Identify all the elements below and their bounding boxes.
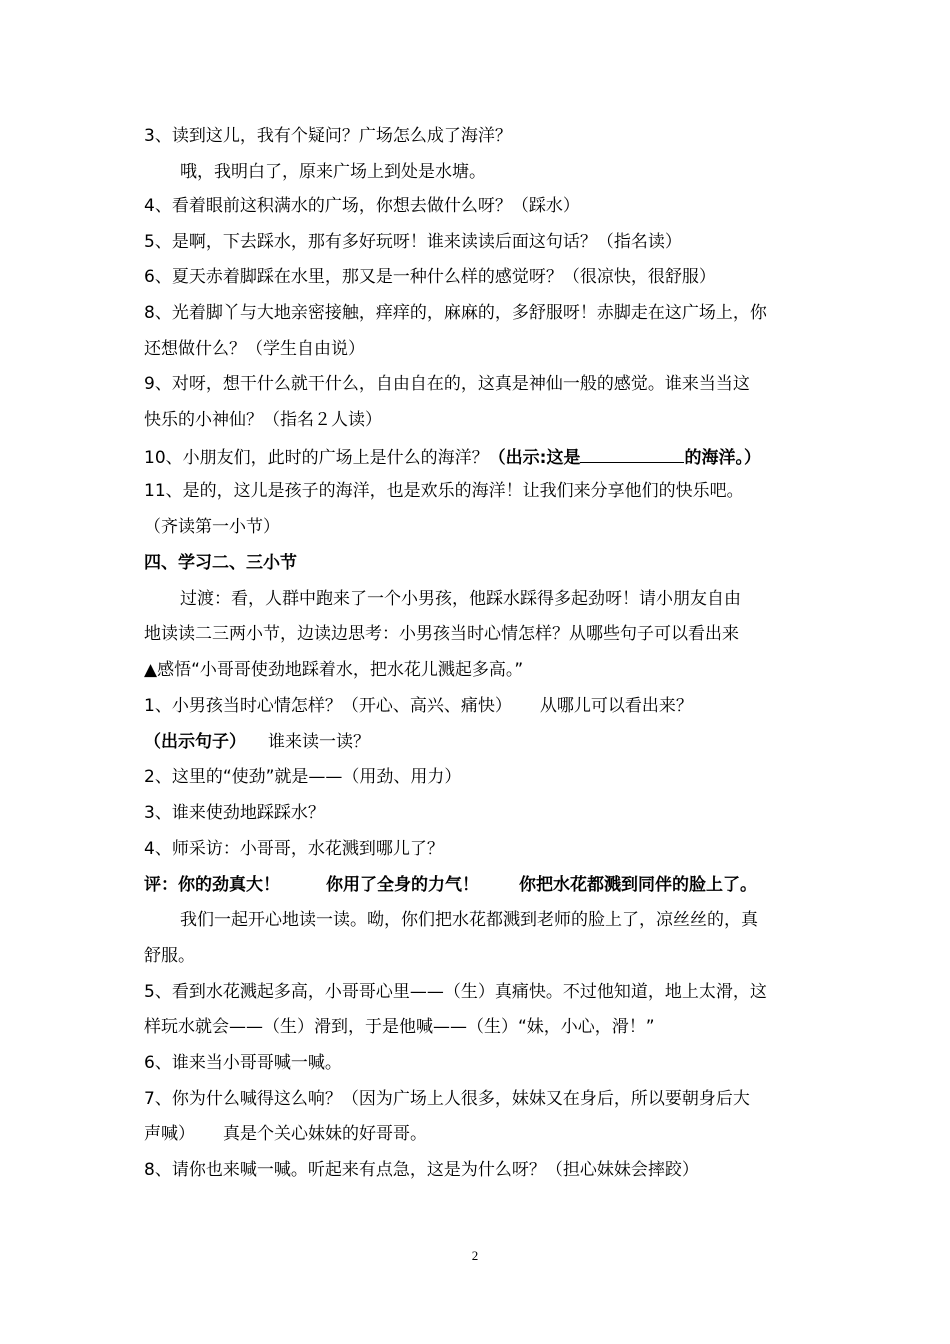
comment-line [144,873,814,897]
question-2: 2、这里的“使劲”就是——（用劲、用力） [144,767,462,787]
paragraph-line: 哦，我明白了，原来广场上到处是水塘。 [180,162,486,182]
paragraph-line: 4、看着眼前这积满水的广场，你想去做什么呀？（踩水） [144,196,580,216]
question-7-text: 声喊） [144,1124,195,1144]
paragraph-line: 5、是啊，下去踩水，那有多好玩呀！谁来读读后面这句话？（指名读） [144,232,682,252]
line-10-text: 10、小朋友们，此时的广场上是什么的海洋？ [144,448,489,468]
comment-3: 你把水花都溅到同伴的脸上了。 [519,875,757,895]
question-7-cont [144,1122,814,1146]
question-5-cont: 样玩水就会——（生）滑到，于是他喊——（生）“妹，小心，滑！” [144,1017,655,1037]
question-8: 8、请你也来喊一喊。听起来有点急，这是为什么呀？（担心妹妹会摔跤） [144,1160,699,1180]
question-1-follow: 从哪儿可以看出来？ [539,696,693,716]
paragraph-line: 快乐的小神仙？（指名２人读） [144,410,382,430]
paragraph-line: 过渡：看，人群中跑来了一个小男孩，他踩水踩得多起劲呀！请小朋友自由 [180,589,741,609]
show-sentence-label: （出示句子） [144,732,246,752]
question-3: 3、谁来使劲地踩踩水？ [144,803,325,823]
question-6: 6、谁来当小哥哥喊一喊。 [144,1053,342,1073]
paragraph-line: 地读读二三两小节，边读边思考：小男孩当时心情怎样？从哪些句子可以看出来 [144,624,739,644]
question-5: 5、看到水花溅起多高，小哥哥心里——（生）真痛快。不过他知道，地上太滑，这 [144,982,767,1002]
page-number: 2 [471,1248,479,1263]
paragraph-line: 11、是的，这儿是孩子的海洋，也是欢乐的海洋！让我们来分享他们的快乐吧。 [144,481,744,501]
paragraph-line-10 [144,444,814,470]
show-sentence-text: 谁来读一读？ [268,732,370,752]
question-4: 4、师采访：小哥哥，水花溅到哪儿了？ [144,839,444,859]
line-10-show-suffix: 的海洋。） [684,448,761,468]
question-1 [144,694,814,718]
show-sentence-line [144,730,814,754]
paragraph-line: 还想做什么？（学生自由说） [144,339,365,359]
comment-2: 你用了全身的力气！ [326,875,479,895]
paragraph-line: （齐读第一小节） [144,517,280,537]
question-7-follow: 真是个关心妹妹的好哥哥。 [223,1124,427,1144]
line-10-show-prefix: （出示:这是 [488,448,581,468]
paragraph-line: 9、对呀，想干什么就干什么，自由自在的，这真是神仙一般的感觉。谁来当当这 [144,374,750,394]
paragraph-line: 6、夏天赤着脚踩在水里，那又是一种什么样的感觉呀？（很凉快，很舒服） [144,267,716,287]
question-1-text: 1、小男孩当时心情怎样？（开心、高兴、痛快） [144,696,512,716]
paragraph-line: 3、读到这儿，我有个疑问？广场怎么成了海洋？ [144,126,512,146]
fill-in-blank [580,444,684,463]
insight-line: ▲感悟“小哥哥使劲地踩着水，把水花儿溅起多高。” [144,660,524,680]
question-7: 7、你为什么喊得这么响？（因为广场上人很多，妹妹又在身后，所以要朝身后大 [144,1089,750,1109]
section-heading: 四、学习二、三小节 [144,553,297,573]
paragraph-line: 8、光着脚丫与大地亲密接触，痒痒的，麻麻的，多舒服呀！赤脚走在这广场上，你 [144,303,767,323]
paragraph-line: 我们一起开心地读一读。呦，你们把水花都溅到老师的脸上了，凉丝丝的，真 [180,910,758,930]
comment-1: 评：你的劲真大！ [144,875,280,895]
paragraph-line: 舒服。 [144,946,195,966]
